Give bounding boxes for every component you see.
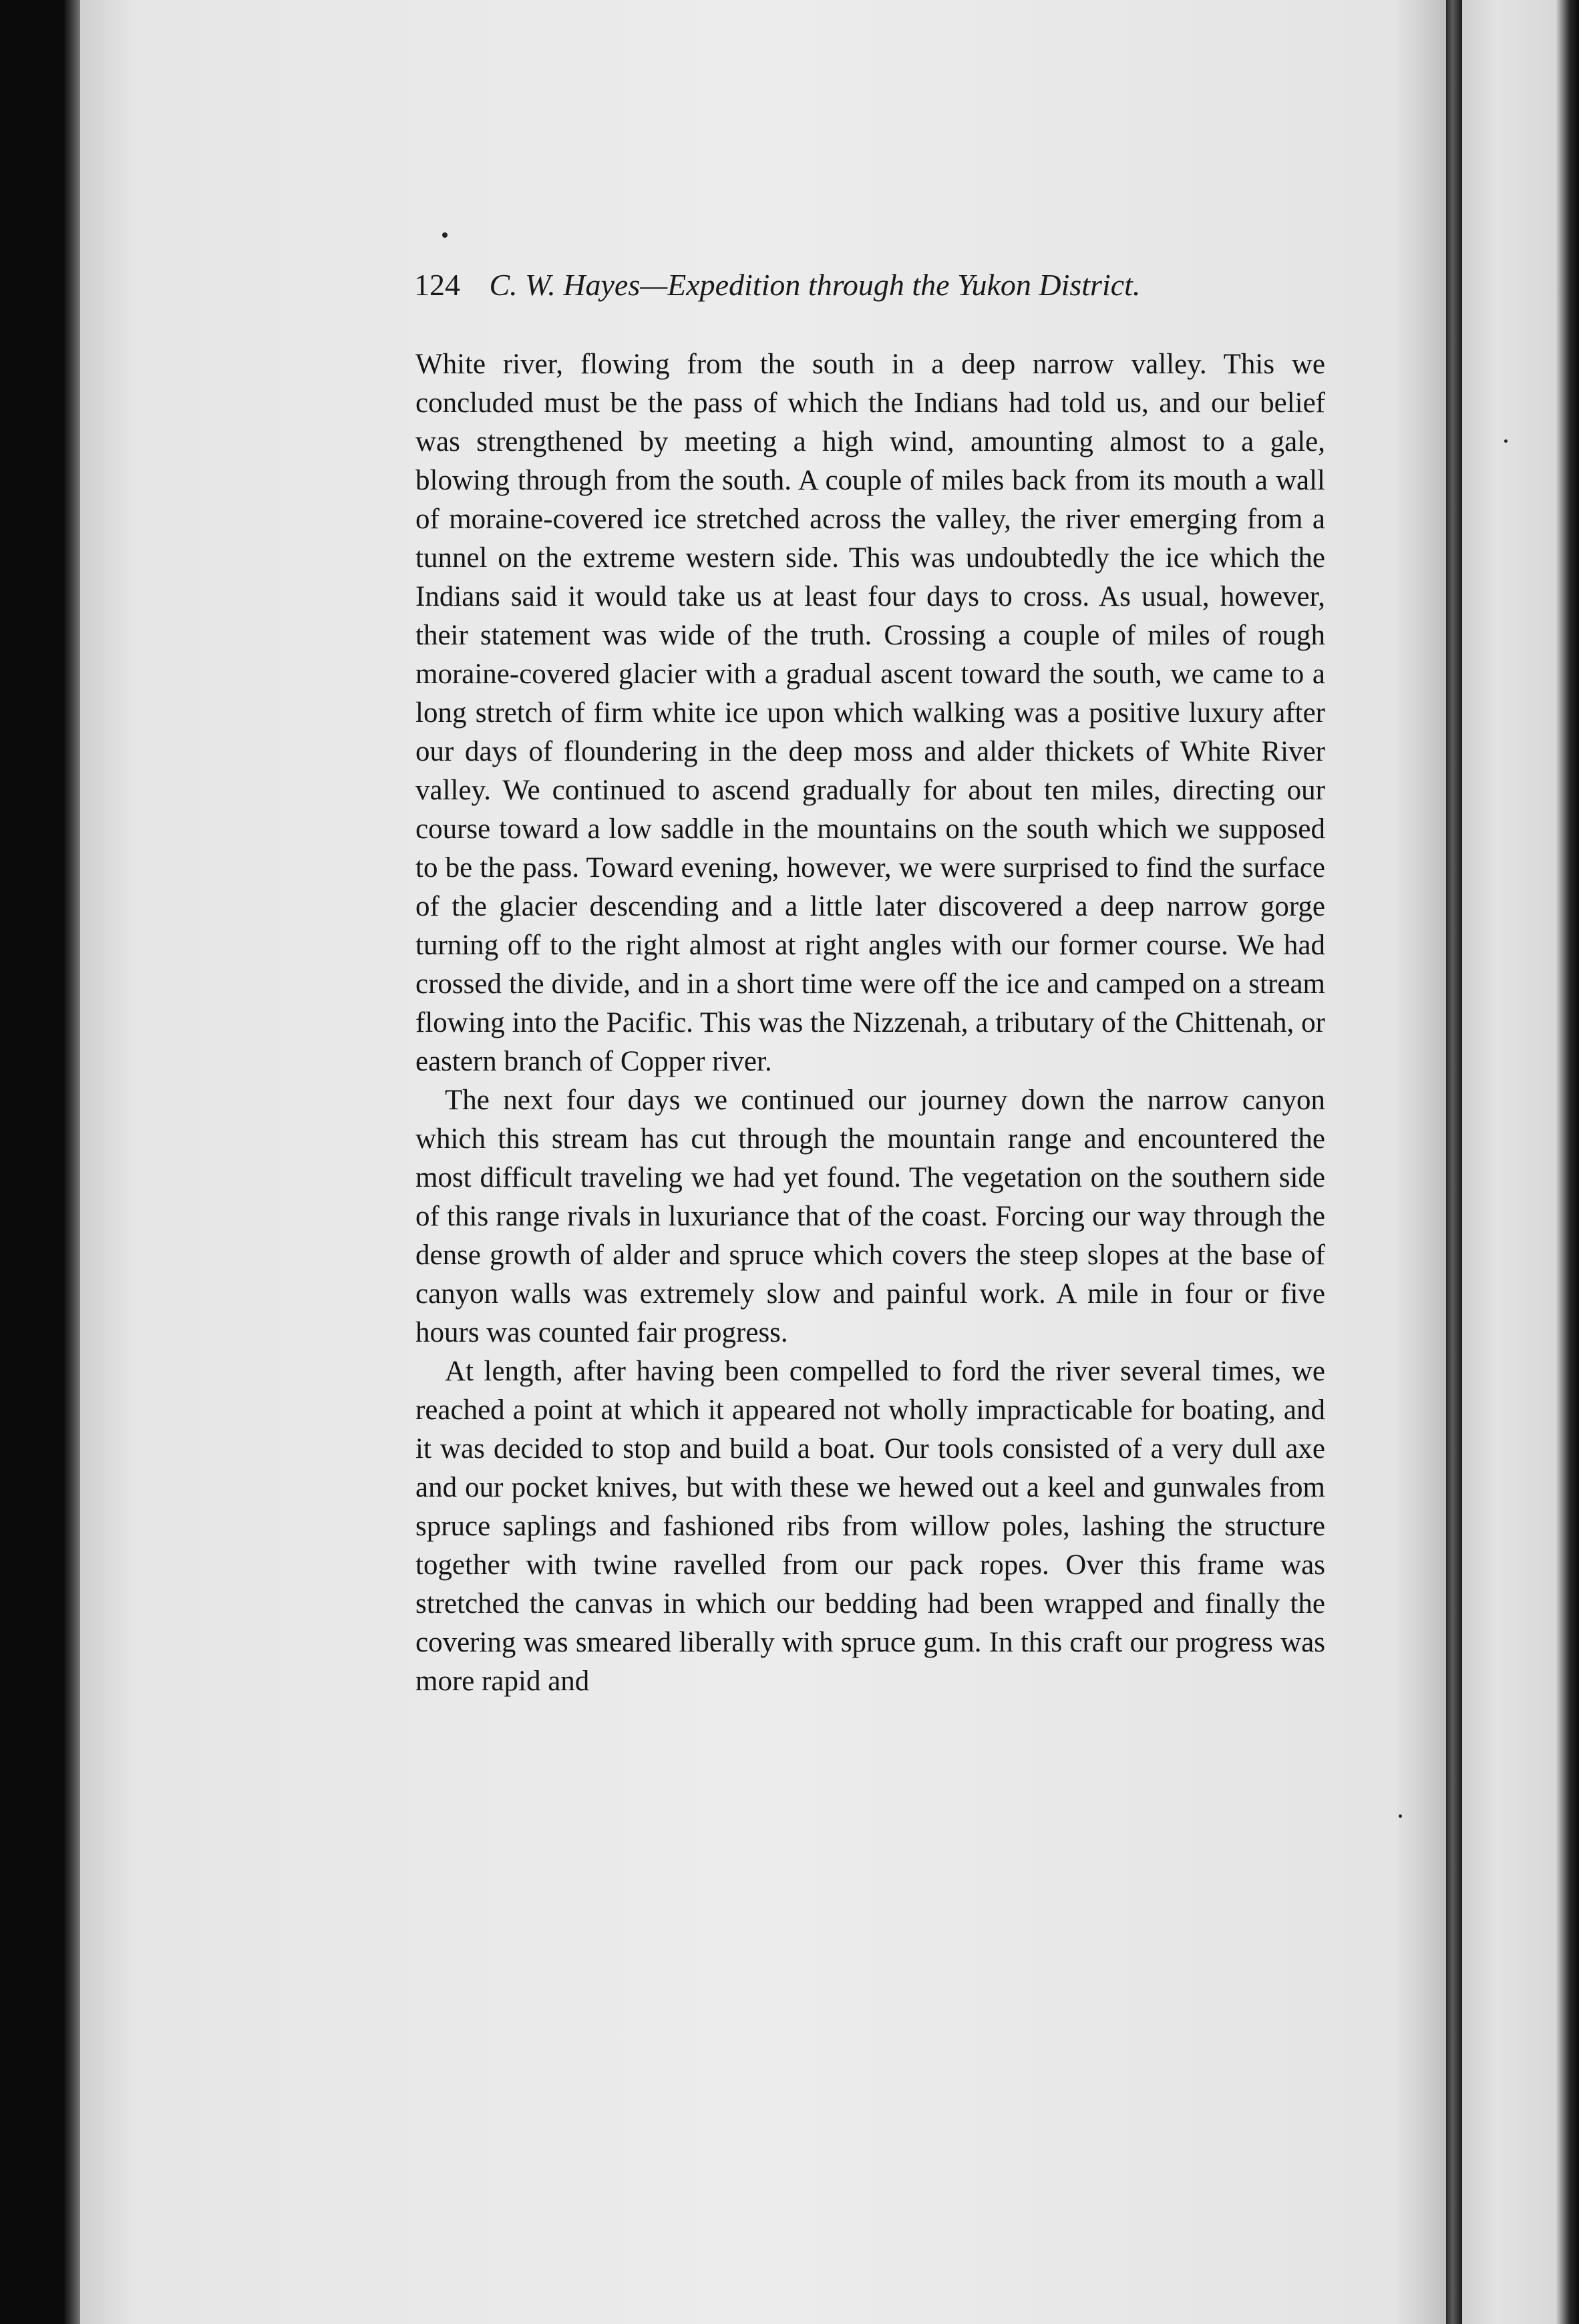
paragraph: White river, flowing from the south in a deep narrow valley. This we concluded must be the pass of which the Indians had told us, and our belief was strengthened by meeting a high wind, amounting almost to a gale, blowing through from the south. A couple of miles back from its mouth a wall of moraine-covered ice stretched across the valley, the river emerging from a tunnel on the extreme western side. This was undoubtedly the ice which the Indians said it would take us at least four days to cross. As usual, however, their statement was wide of the truth. Crossing a couple of miles of rough moraine-covered glacier with a gradual ascent toward the south, we came to a long stretch of firm white ice upon which walking was a positive luxury after our days of floundering in the deep moss and alder thickets of White River valley. We continued to ascend gradually for about ten miles, directing our course toward a low saddle in the mountains on the south which we supposed to be the pass. Toward evening, however, we were surprised to find the surface of the glacier descending and a little later discovered a deep narrow gorge turning off to the right almost at right angles with our former course. We had crossed the divide, and in a short time were off the ice and camped on a stream flowing into the Pacific. This was the Nizzenah, a tributary of the Chittenah, or eastern branch of Copper river. (415, 349, 1325, 1077)
page-header (414, 267, 1276, 303)
paragraph: The next four days we continued our journey down the narrow canyon which this stream has cut through the mountain range and encountered the most difficult traveling we had yet found. The vegetation on the southern side of this range rivals in luxuriance that of the coast. Forcing our way through the dense growth of alder and spruce which covers the steep slopes at the base of canyon walls was extremely slow and painful work. A mile in four or five hours was counted fair progress. (415, 1085, 1325, 1348)
speck-mark (1504, 439, 1508, 443)
page-edge-right (1446, 0, 1462, 2324)
page-number: 124 (414, 268, 460, 302)
body-text (415, 345, 1325, 1701)
speck-mark (442, 232, 448, 238)
adjacent-page-strip (1462, 0, 1579, 2324)
running-head: C. W. Hayes—Expedition through the Yukon District. (489, 268, 1141, 302)
speck-mark (1399, 1814, 1402, 1818)
paragraph: At length, after having been compelled to ford the river several times, we reached a point at which it appeared not wholly impracticable for boating, and it was decided to stop and build a boat. Our tools consisted of a very dull axe and our pocket knives, but with these we hewed out a keel and gunwales from spruce saplings and fashioned ribs from willow poles, lashing the structure together with twine ravelled from our pack ropes. Over this frame was stretched the canvas in which our bedding had been wrapped and finally the covering was smeared liberally with spruce gum. In this craft our progress was more rapid and (415, 1356, 1325, 1697)
